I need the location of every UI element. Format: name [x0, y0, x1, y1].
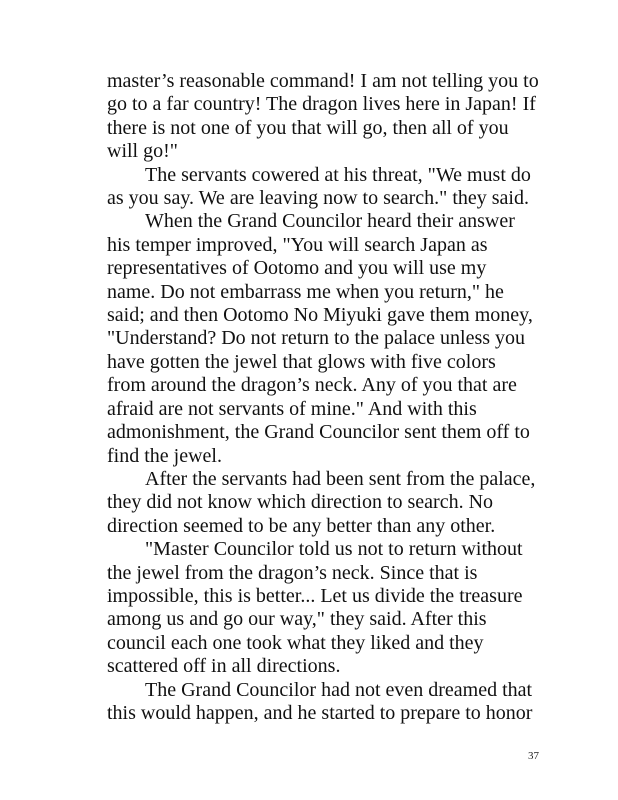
- text-line: "Master Councilor told us not to return without: [145, 538, 523, 561]
- text-line: this would happen, and he started to prepare to honor: [107, 701, 533, 724]
- page-number: 37: [528, 750, 539, 762]
- text-line: will go!": [107, 140, 178, 163]
- text-line: scattered off in all directions.: [107, 655, 341, 678]
- text-line: they did not know which direction to search. No: [107, 491, 494, 514]
- text-line: The Grand Councilor had not even dreamed that: [145, 678, 533, 701]
- text-line: as you say. We are leaving now to search." they said.: [107, 187, 529, 210]
- text-line: said; and then Ootomo No Miyuki gave them money,: [107, 304, 533, 327]
- text-line: admonishment, the Grand Councilor sent them off to: [107, 421, 530, 444]
- text-line: When the Grand Councilor heard their answer: [145, 210, 515, 233]
- text-line: master’s reasonable command! I am not telling you to: [107, 70, 539, 92]
- text-line: the jewel from the dragon’s neck. Since that is: [107, 561, 478, 584]
- text-line: direction seemed to be any better than any other.: [107, 514, 496, 537]
- text-line: have gotten the jewel that glows with five colors: [107, 350, 496, 373]
- text-line: find the jewel.: [107, 444, 222, 467]
- text-line: "Understand? Do not return to the palace unless you: [107, 327, 526, 350]
- text-line: from around the dragon’s neck. Any of you that are: [107, 374, 517, 397]
- text-line: name. Do not embarrass me when you return," he: [107, 280, 504, 303]
- text-line: representatives of Ootomo and you will use my: [107, 257, 487, 280]
- text-line: afraid are not servants of mine." And with this: [107, 397, 477, 420]
- text-line: After the servants had been sent from the palace,: [145, 467, 536, 490]
- text-line: council each one took what they liked and they: [107, 631, 484, 654]
- body-text: [107, 70, 547, 725]
- text-line: there is not one of you that will go, then all of you: [107, 116, 509, 139]
- text-line: The servants cowered at his threat, "We must do: [145, 163, 531, 186]
- text-line: his temper improved, "You will search Japan as: [107, 233, 488, 256]
- text-line: go to a far country! The dragon lives here in Japan! If: [107, 93, 536, 116]
- text-line: impossible, this is better... Let us divide the treasure: [107, 584, 523, 607]
- text-line: among us and go our way," they said. After this: [107, 608, 487, 631]
